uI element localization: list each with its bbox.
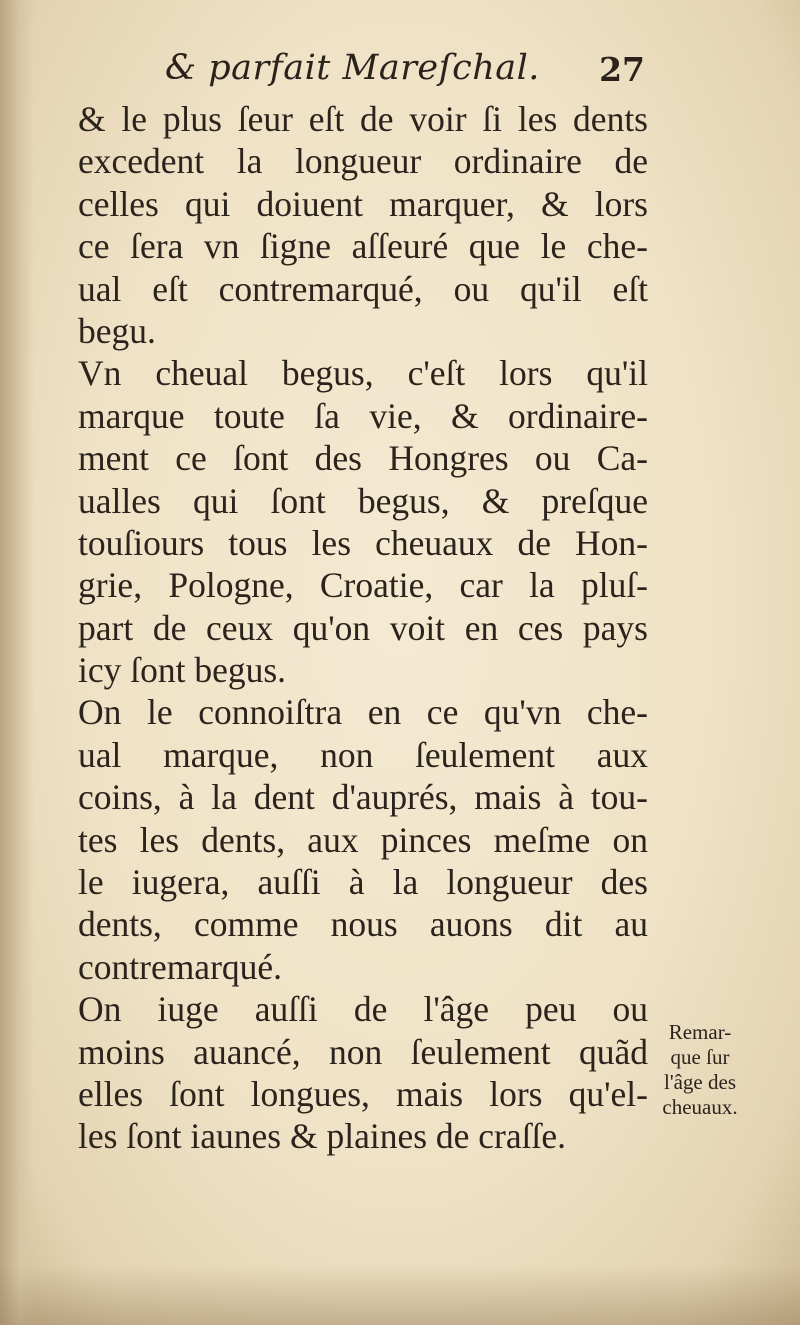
text-line: les ſont iaunes & plaines de craſſe. (78, 1116, 566, 1157)
text-line: & le plus ſeur eſt de voir ſi les dents (78, 99, 648, 139)
page-gutter-shadow (0, 0, 34, 1325)
text-line: part de ceux qu'on voit en ces pays (78, 607, 648, 648)
text-line: icy ſont begus. (78, 650, 287, 691)
text-line: On le connoiſtra en ce qu'vn che- (78, 692, 648, 733)
page-number: 27 (599, 50, 645, 89)
text-line: dents, comme nous auons dit au (78, 904, 648, 945)
marginal-note (640, 1020, 760, 1120)
text-line: ce ſera vn ſigne aſſeuré que le che- (78, 226, 648, 267)
margin-note-line: que ſur (670, 1045, 730, 1069)
text-line: touſiours tous les cheuaux de Hon- (78, 522, 648, 563)
running-header (165, 48, 645, 98)
running-title: & parfait Mareſchal. (165, 48, 540, 88)
text-line: le iugera, auſſi à la longueur des (78, 862, 648, 903)
text-line: On iuge auſſi de l'âge peu ou (78, 989, 648, 1030)
text-line: ualles qui ſont begus, & preſque (78, 480, 648, 521)
page-bottom-shadow (0, 1265, 800, 1325)
text-line: moins auancé, non ſeulement quãd (78, 1031, 648, 1072)
margin-note-line: cheuaux. (662, 1095, 738, 1119)
text-line: excedent la longueur ordinaire de (78, 141, 648, 182)
text-line: ual eſt contremarqué, ou qu'il eſt (78, 268, 648, 309)
text-line: elles ſont longues, mais lors qu'el- (78, 1073, 648, 1114)
margin-note-line: Remar- (668, 1020, 732, 1044)
text-line: celles qui doiuent marquer, & lors (78, 183, 648, 224)
text-line: marque toute ſa vie, & ordinaire- (78, 395, 648, 436)
margin-note-line: l'âge des (663, 1070, 736, 1094)
text-line: ment ce ſont des Hongres ou Ca- (78, 438, 648, 479)
body-text (78, 98, 648, 1158)
text-line: contremarqué. (78, 946, 283, 987)
text-line: ual marque, non ſeulement aux (78, 734, 648, 775)
text-line: Vn cheual begus, c'eſt lors qu'il (78, 353, 648, 394)
text-line: begu. (78, 310, 156, 351)
text-line: tes les dents, aux pinces meſme on (78, 819, 648, 860)
text-line: grie, Pologne, Croatie, car la pluſ- (78, 565, 648, 606)
text-line: coins, à la dent d'auprés, mais à tou- (78, 777, 648, 818)
